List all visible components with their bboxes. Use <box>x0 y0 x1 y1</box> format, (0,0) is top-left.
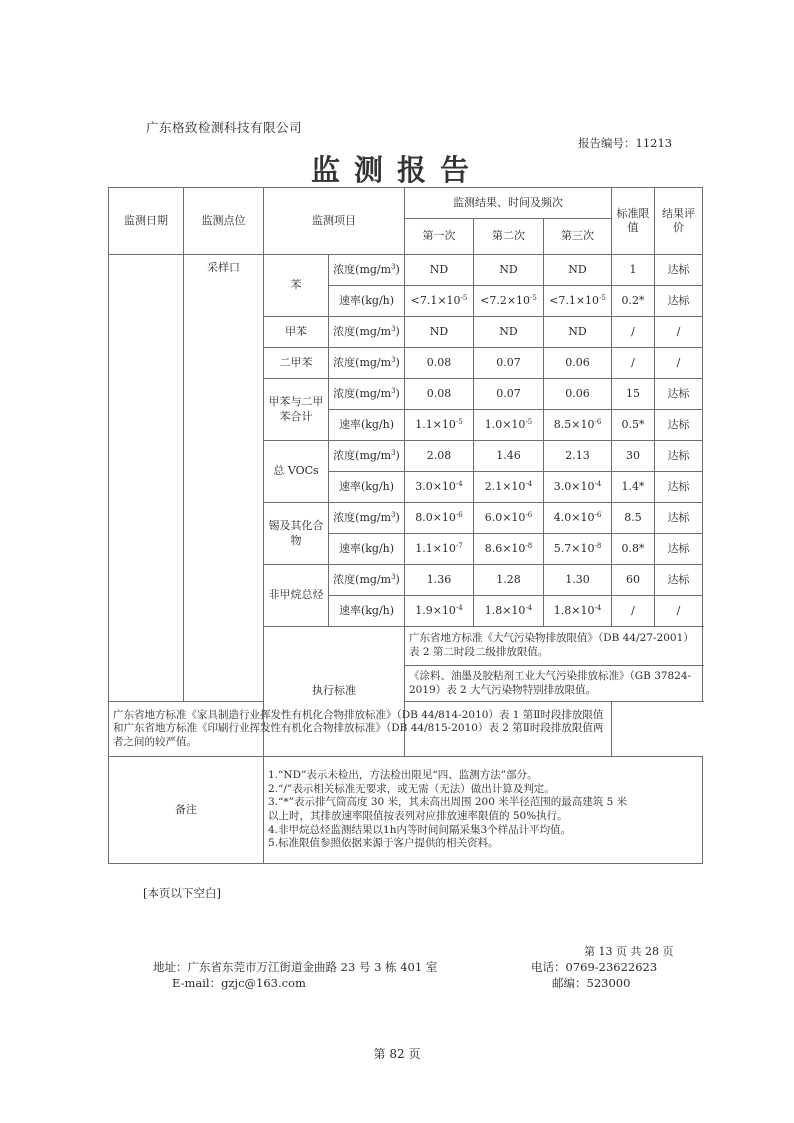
blank-note: [本页以下空白] <box>143 886 221 900</box>
header-date: 监测日期 <box>109 188 184 255</box>
result-1: 2.08 <box>405 441 474 472</box>
header-third: 第三次 <box>544 219 612 255</box>
note-3a: 3.“*”表示排气筒高度 30 米，其未高出周围 200 米半径范围的最高建筑 5 米 <box>268 796 628 809</box>
evaluation: / <box>655 596 703 627</box>
pollutant-name: 苯 <box>264 255 329 317</box>
standard-text-2: 《涂料、油墨及胶粘剂工业大气污染排放标准》（GB 37824-2019）表 2 大气污染物特别排放限值。 <box>405 666 703 702</box>
limit-value: 1 <box>612 255 655 286</box>
evaluation: 达标 <box>655 534 703 565</box>
header-point: 监测点位 <box>184 188 264 255</box>
param-label: 速率(kg/h) <box>329 286 405 317</box>
result-2: ND <box>474 255 544 286</box>
header-limit: 标准限值 <box>612 188 655 255</box>
result-3: 0.06 <box>544 379 612 410</box>
note-4: 4.非甲烷总烃监测结果以1h内等时间间隔采集3个样品计平均值。 <box>268 823 572 836</box>
evaluation: 达标 <box>655 441 703 472</box>
address: 地址：广东省东莞市万江街道金曲路 23 号 3 栋 401 室 <box>153 960 438 974</box>
pollutant-name: 甲苯与二甲苯合计 <box>264 379 329 441</box>
evaluation: 达标 <box>655 379 703 410</box>
header-item: 监测项目 <box>264 188 405 255</box>
evaluation: 达标 <box>655 503 703 534</box>
result-3: $3.0\times 10^{-4}$ <box>544 472 612 503</box>
header-eval: 结果评价 <box>655 188 703 255</box>
result-2: 0.07 <box>474 379 544 410</box>
result-3: $8.5\times 10^{-6}$ <box>544 410 612 441</box>
pollutant-name: 锡及其化合物 <box>264 503 329 565</box>
result-2: 0.07 <box>474 348 544 379</box>
evaluation: 达标 <box>655 565 703 596</box>
evaluation: 达标 <box>655 472 703 503</box>
result-1: $1.1\times 10^{-7}$ <box>405 534 474 565</box>
param-label: 浓度$(mg/m^3)$ <box>329 348 405 379</box>
page-of: 第 13 页 共 28 页 <box>584 945 674 958</box>
pollutant-name: 甲苯 <box>264 317 329 348</box>
notes-label: 备注 <box>109 757 264 864</box>
limit-value: / <box>612 596 655 627</box>
pollutant-name: 非甲烷总烃 <box>264 565 329 627</box>
evaluation: 达标 <box>655 255 703 286</box>
standard-text-1: 广东省地方标准《大气污染物排放限值》（DB 44/27-2001）表 2 第二时段二级排放限值。 <box>405 627 703 666</box>
result-3: 1.30 <box>544 565 612 596</box>
email: E-mail：gzjc@163.com <box>172 976 306 990</box>
param-label: 浓度$(mg/m^3)$ <box>329 255 405 286</box>
result-3: $5.7\times 10^{-8}$ <box>544 534 612 565</box>
evaluation: 达标 <box>655 410 703 441</box>
result-2: ND <box>474 317 544 348</box>
result-3: 2.13 <box>544 441 612 472</box>
result-3: ND <box>544 255 612 286</box>
limit-value: 60 <box>612 565 655 596</box>
result-1: ND <box>405 317 474 348</box>
limit-value: / <box>612 348 655 379</box>
result-2: $2.1\times 10^{-4}$ <box>474 472 544 503</box>
standard-text-3: 广东省地方标准《家具制造行业挥发性有机化合物排放标准》（DB 44/814-2010）表 1 第Ⅱ时段排放限值和广东省地方标准《印刷行业挥发性有机化合物排放标准》（DB 44/815-2010）表 2 第Ⅱ时段排放限值两者之间的较严值。 <box>109 702 612 757</box>
pollutant-name: 二甲苯 <box>264 348 329 379</box>
postcode: 邮编：523000 <box>552 976 631 990</box>
result-3: 0.06 <box>544 348 612 379</box>
result-2: $<7.2\times 10^{-5}$ <box>474 286 544 317</box>
limit-value: 1.4* <box>612 472 655 503</box>
result-3: $1.8\times 10^{-4}$ <box>544 596 612 627</box>
result-1: $8.0\times 10^{-6}$ <box>405 503 474 534</box>
result-3: $4.0\times 10^{-6}$ <box>544 503 612 534</box>
result-3: $<7.1\times 10^{-5}$ <box>544 286 612 317</box>
param-label: 浓度$(mg/m^3)$ <box>329 379 405 410</box>
param-label: 浓度$(mg/m^3)$ <box>329 503 405 534</box>
header-second: 第二次 <box>474 219 544 255</box>
monitoring-table <box>108 187 703 864</box>
pollutant-name: 总 VOCs <box>264 441 329 503</box>
result-1: $1.9\times 10^{-4}$ <box>405 596 474 627</box>
report-number: 报告编号：11213 <box>578 136 673 150</box>
report-title: 监测报告 <box>310 153 483 187</box>
note-5: 5.标准限值参照依据来源于客户提供的相关资料。 <box>268 837 499 850</box>
result-3: ND <box>544 317 612 348</box>
header-first: 第一次 <box>405 219 474 255</box>
result-2: $6.0\times 10^{-6}$ <box>474 503 544 534</box>
limit-value: 8.5 <box>612 503 655 534</box>
notes-text <box>264 757 703 864</box>
date-cell <box>109 255 184 702</box>
param-label: 速率(kg/h) <box>329 410 405 441</box>
result-1: $1.1\times 10^{-5}$ <box>405 410 474 441</box>
page-number: 第 82 页 <box>373 1047 421 1061</box>
limit-value: 15 <box>612 379 655 410</box>
param-label: 速率(kg/h) <box>329 534 405 565</box>
note-2: 2.“/”表示相关标准无要求，或无需（无法）做出计算及判定。 <box>268 782 555 795</box>
result-2: $1.8\times 10^{-4}$ <box>474 596 544 627</box>
limit-value: 0.8* <box>612 534 655 565</box>
evaluation: / <box>655 348 703 379</box>
limit-value: 0.5* <box>612 410 655 441</box>
note-1: 1.“ND”表示未检出，方法检出限见“四、监测方法”部分。 <box>268 769 538 782</box>
evaluation: 达标 <box>655 286 703 317</box>
result-1: 0.08 <box>405 379 474 410</box>
header-results: 监测结果、时间及频次 <box>405 188 612 219</box>
param-label: 速率(kg/h) <box>329 472 405 503</box>
result-1: $3.0\times 10^{-4}$ <box>405 472 474 503</box>
limit-value: / <box>612 317 655 348</box>
param-label: 浓度$(mg/m^3)$ <box>329 441 405 472</box>
result-1: $<7.1\times 10^{-5}$ <box>405 286 474 317</box>
param-label: 速率(kg/h) <box>329 596 405 627</box>
limit-value: 30 <box>612 441 655 472</box>
note-3b: 以上时，其排放速率限值按表列对应排放速率限值的 50%执行。 <box>268 810 568 822</box>
standard-label: 执行标准 <box>264 627 405 757</box>
result-1: 1.36 <box>405 565 474 596</box>
result-1: 0.08 <box>405 348 474 379</box>
telephone: 电话：0769-23622623 <box>531 960 658 974</box>
result-2: 1.46 <box>474 441 544 472</box>
limit-value: 0.2* <box>612 286 655 317</box>
result-2: $8.6\times 10^{-8}$ <box>474 534 544 565</box>
param-label: 浓度$(mg/m^3)$ <box>329 565 405 596</box>
company-name: 广东格致检测科技有限公司 <box>146 120 303 135</box>
result-2: 1.28 <box>474 565 544 596</box>
evaluation: / <box>655 317 703 348</box>
param-label: 浓度$(mg/m^3)$ <box>329 317 405 348</box>
sampling-point: 采样口 <box>184 255 264 702</box>
result-2: $1.0\times 10^{-5}$ <box>474 410 544 441</box>
result-1: ND <box>405 255 474 286</box>
